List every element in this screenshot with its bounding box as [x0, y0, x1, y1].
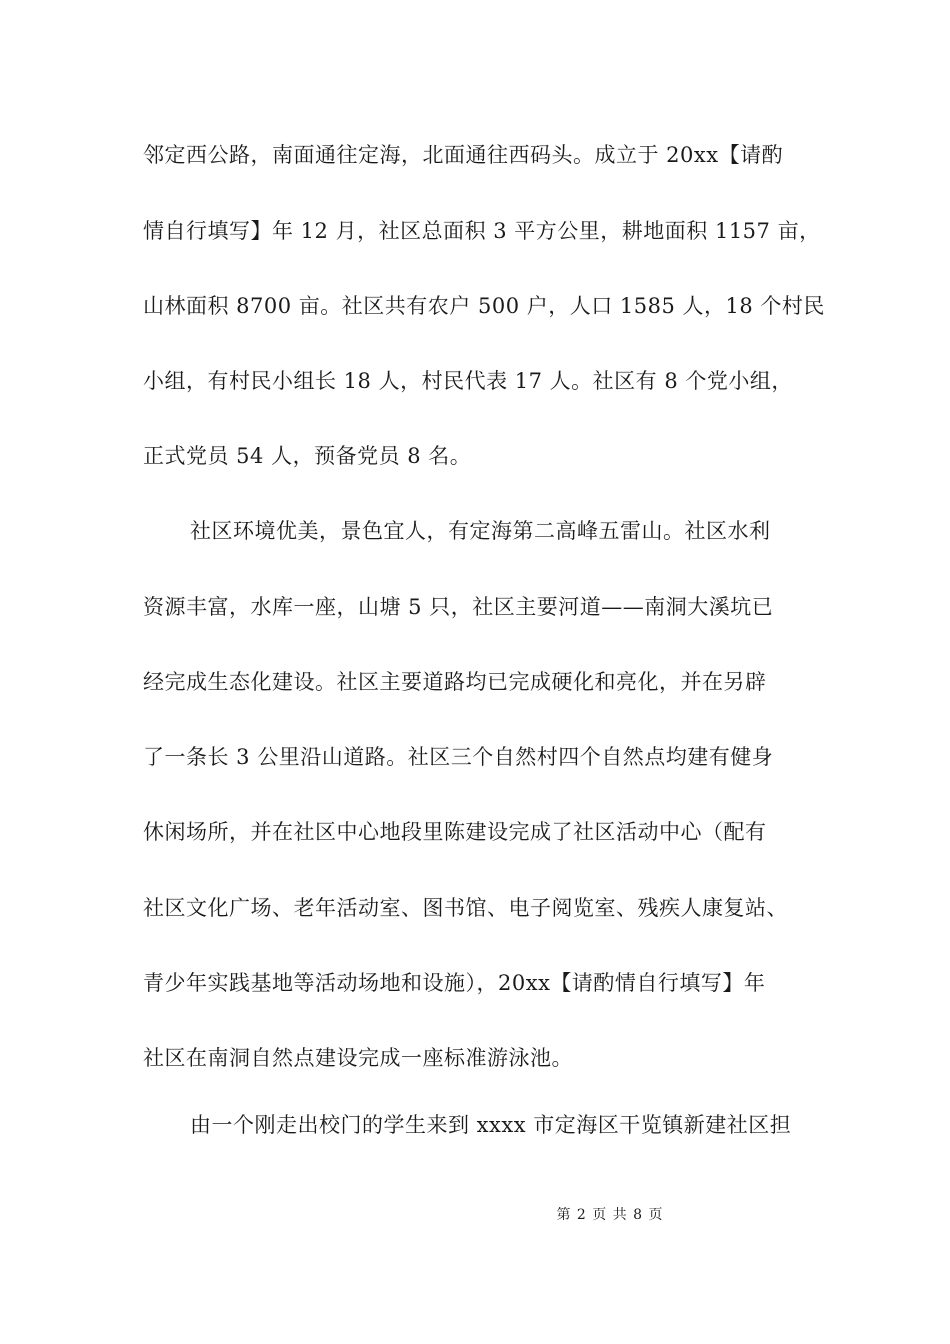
page-number-footer: 第 2 页 共 8 页 — [556, 1207, 664, 1223]
text-line: 邻定西公路，南面通往定海，北面通往西码头。成立于 20xx【请酌 — [143, 143, 784, 167]
text-line: 情自行填写】年 12 月，社区总面积 3 平方公里，耕地面积 1157 亩， — [143, 219, 821, 243]
text-line: 资源丰富，水库一座，山塘 5 只，社区主要河道——南洞大溪坑已 — [143, 595, 774, 619]
text-line: 正式党员 54 人，预备党员 8 名。 — [143, 444, 472, 468]
text-line: 社区在南洞自然点建设完成一座标准游泳池。 — [143, 1046, 573, 1070]
text-line: 休闲场所，并在社区中心地段里陈建设完成了社区活动中心（配有 — [143, 820, 767, 844]
paragraph-start-line: 社区环境优美，景色宜人，有定海第二高峰五雷山。社区水利 — [190, 519, 771, 543]
text-line: 青少年实践基地等活动场地和设施），20xx【请酌情自行填写】年 — [143, 971, 766, 995]
text-line: 山林面积 8700 亩。社区共有农户 500 户，人口 1585 人，18 个村民 — [143, 294, 825, 318]
text-line: 小组，有村民小组长 18 人，村民代表 17 人。社区有 8 个党小组， — [143, 369, 793, 393]
text-line: 了一条长 3 公里沿山道路。社区三个自然村四个自然点均建有健身 — [143, 745, 774, 769]
text-line: 社区文化广场、老年活动室、图书馆、电子阅览室、残疾人康复站、 — [143, 896, 788, 920]
text-line: 经完成生态化建设。社区主要道路均已完成硬化和亮化，并在另辟 — [143, 670, 767, 694]
paragraph-start-line: 由一个刚走出校门的学生来到 xxxx 市定海区干览镇新建社区担 — [190, 1113, 792, 1137]
